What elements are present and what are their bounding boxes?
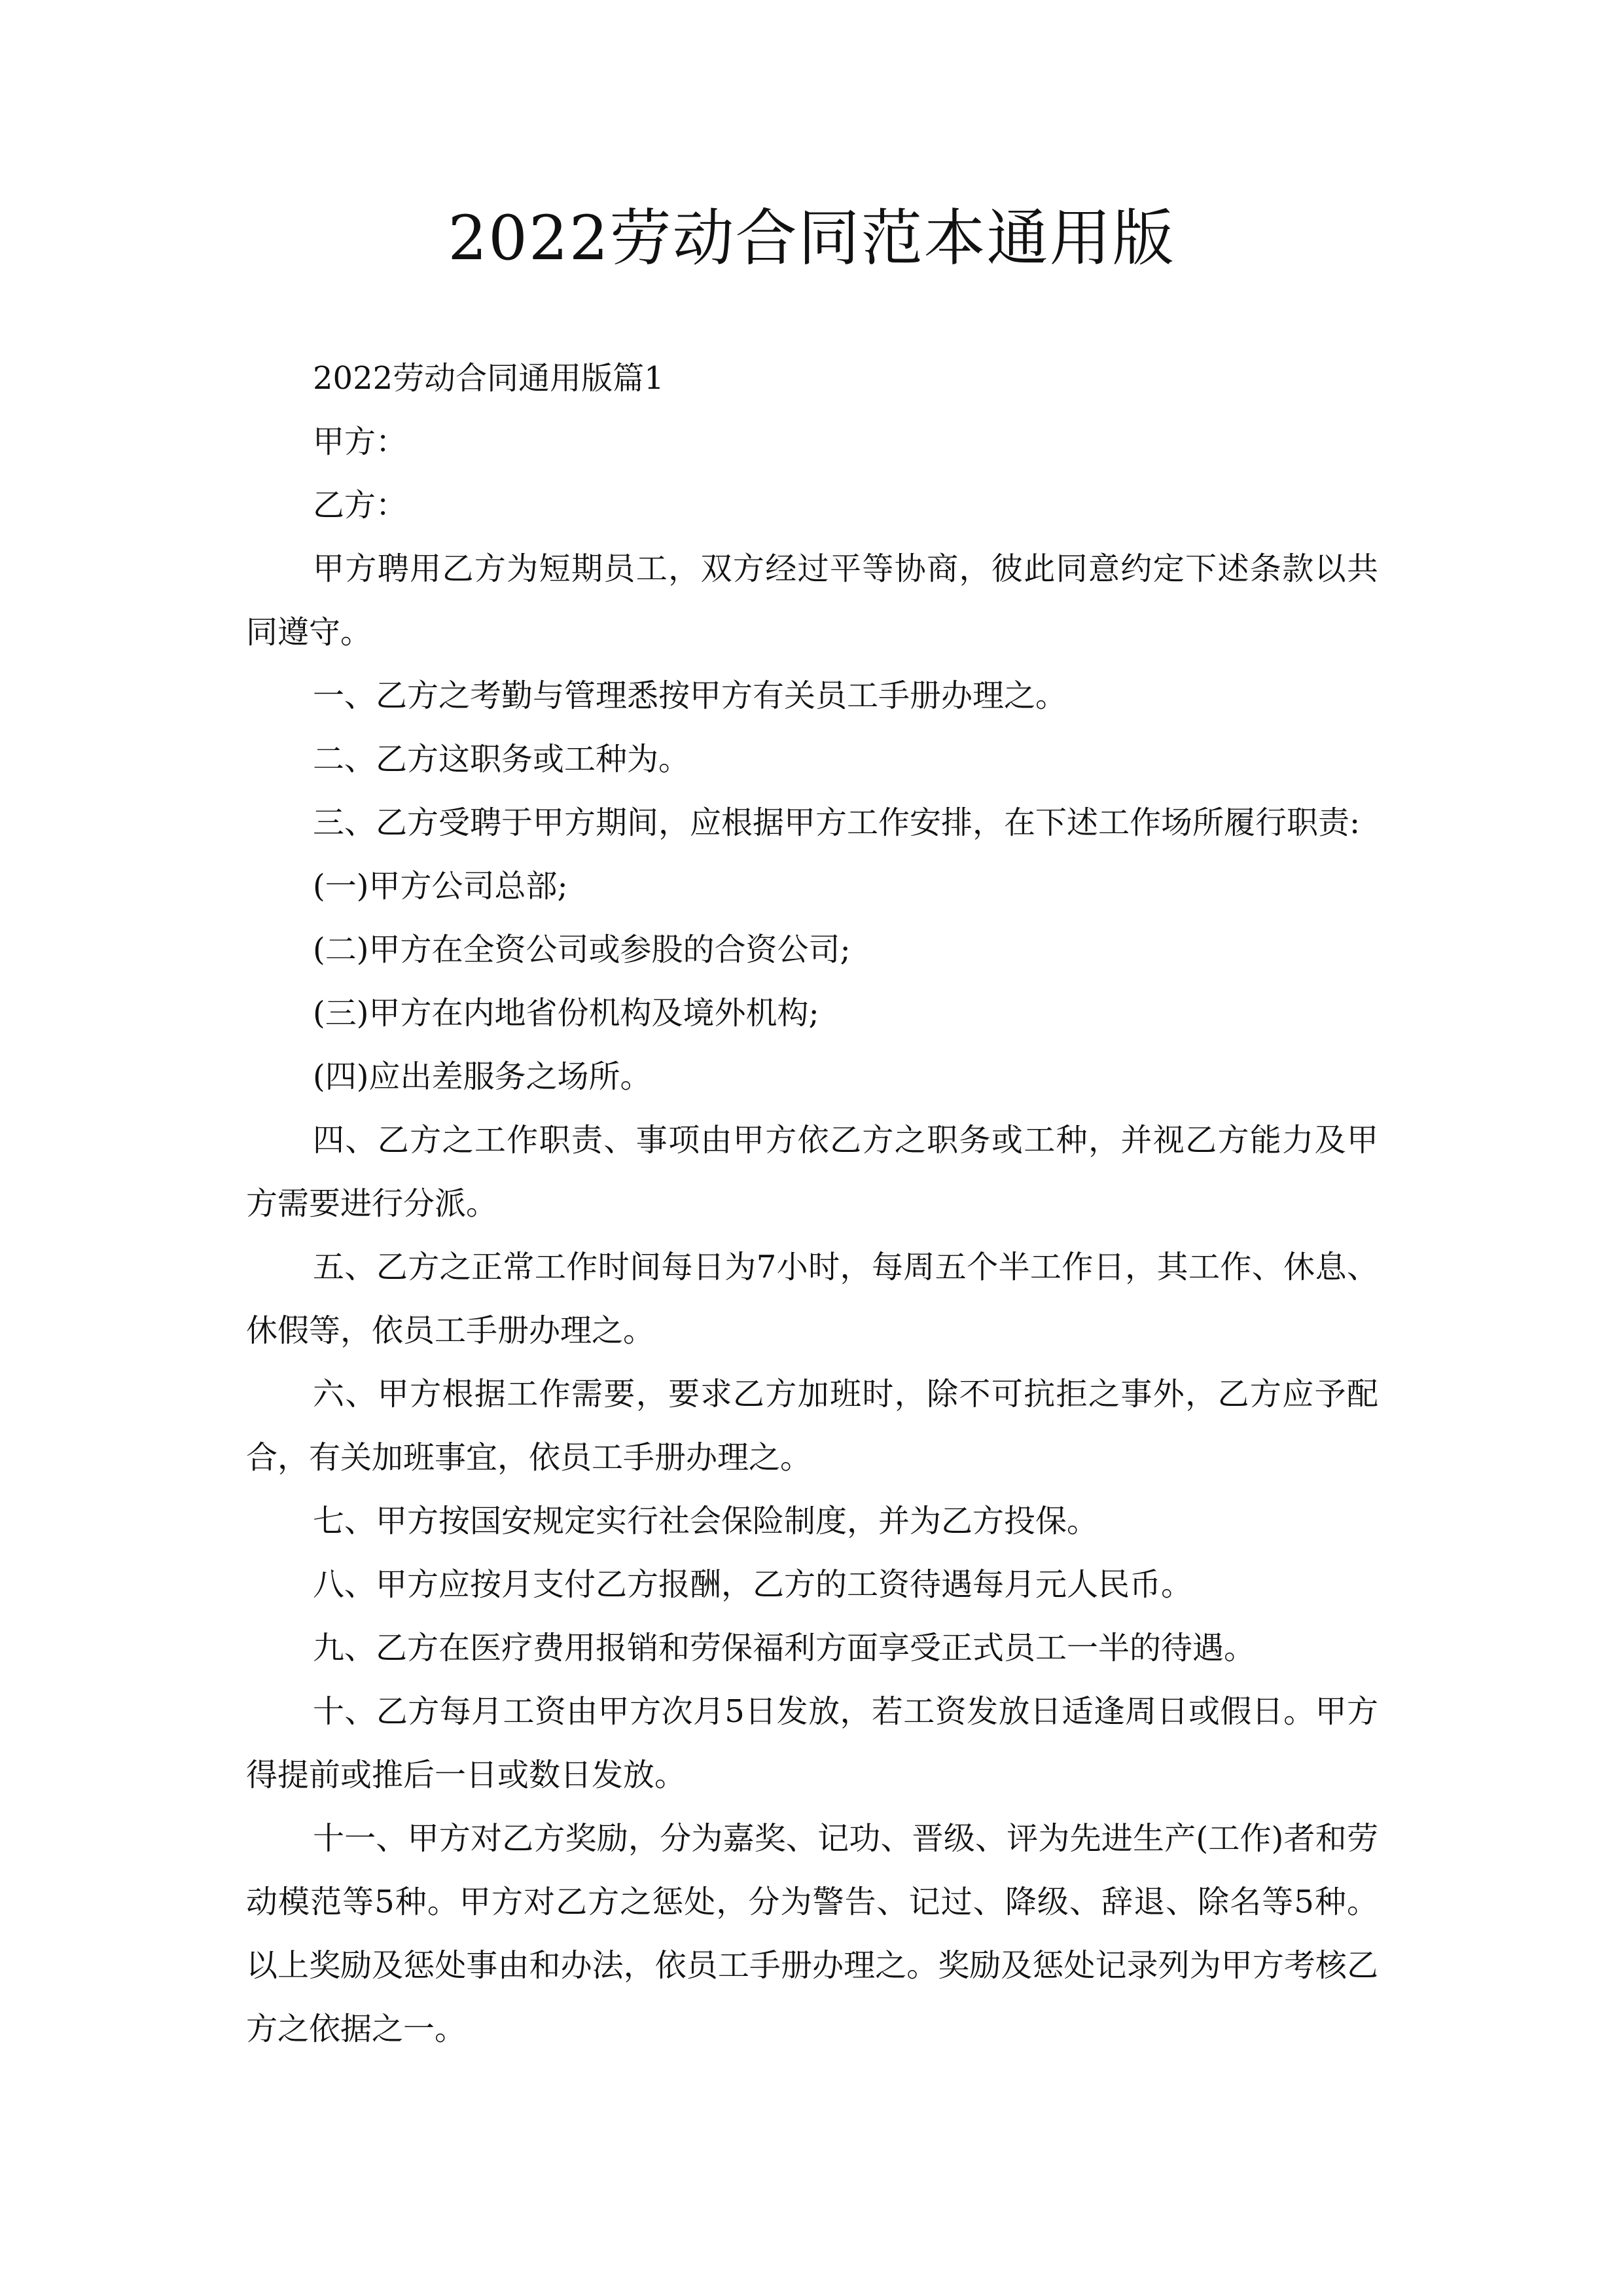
clause-2: 二、乙方这职务或工种为。 [313,741,690,778]
document-body [246,347,1378,2061]
clause-6: 六、甲方根据工作需要，要求乙方加班时，除不可抗拒之事外，乙方应予配合，有关加班事宜，依员工手册办理之。 [246,1376,1378,1476]
clause-3-item-2: (二)甲方在全资公司或参股的合资公司; [313,931,851,968]
clause-3: 三、乙方受聘于甲方期间，应根据甲方工作安排，在下述工作场所履行职责: [313,804,1361,841]
clause-8: 八、甲方应按月支付乙方报酬，乙方的工资待遇每月元人民币。 [313,1566,1193,1603]
clause-11: 十一、甲方对乙方奖励，分为嘉奖、记功、晋级、评为先进生产(工作)者和劳动模范等5种。甲方对乙方之惩处，分为警告、记过、降级、辞退、除名等5种。以上奖励及惩处事由和办法，依员工手册办理之。奖励及惩处记录列为甲方考核乙方之依据之一。 [246,1820,1378,2047]
clause-3-item-4: (四)应出差服务之场所。 [313,1058,652,1095]
clause-3-item-1: (一)甲方公司总部; [313,868,568,905]
clause-4: 四、乙方之工作职责、事项由甲方依乙方之职务或工种，并视乙方能力及甲方需要进行分派。 [246,1122,1378,1222]
clause-1: 一、乙方之考勤与管理悉按甲方有关员工手册办理之。 [313,677,1067,714]
clause-10: 十、乙方每月工资由甲方次月5日发放，若工资发放日适逢周日或假日。甲方得提前或推后一日或数日发放。 [246,1693,1378,1793]
clause-3-item-3: (三)甲方在内地省份机构及境外机构; [313,995,819,1031]
party-a-line: 甲方： [313,423,408,460]
clause-5: 五、乙方之正常工作时间每日为7小时，每周五个半工作日，其工作、休息、休假等，依员工手册办理之。 [246,1249,1378,1349]
document-title: 2022劳动合同范本通用版 [448,203,1175,274]
clause-7: 七、甲方按国安规定实行社会保险制度，并为乙方投保。 [313,1503,1099,1539]
preamble-paragraph: 甲方聘用乙方为短期员工，双方经过平等协商，彼此同意约定下述条款以共同遵守。 [246,550,1378,651]
section-heading: 2022劳动合同通用版篇1 [313,360,664,397]
clause-9: 九、乙方在医疗费用报销和劳保福利方面享受正式员工一半的待遇。 [313,1630,1256,1666]
party-b-line: 乙方： [313,487,408,524]
